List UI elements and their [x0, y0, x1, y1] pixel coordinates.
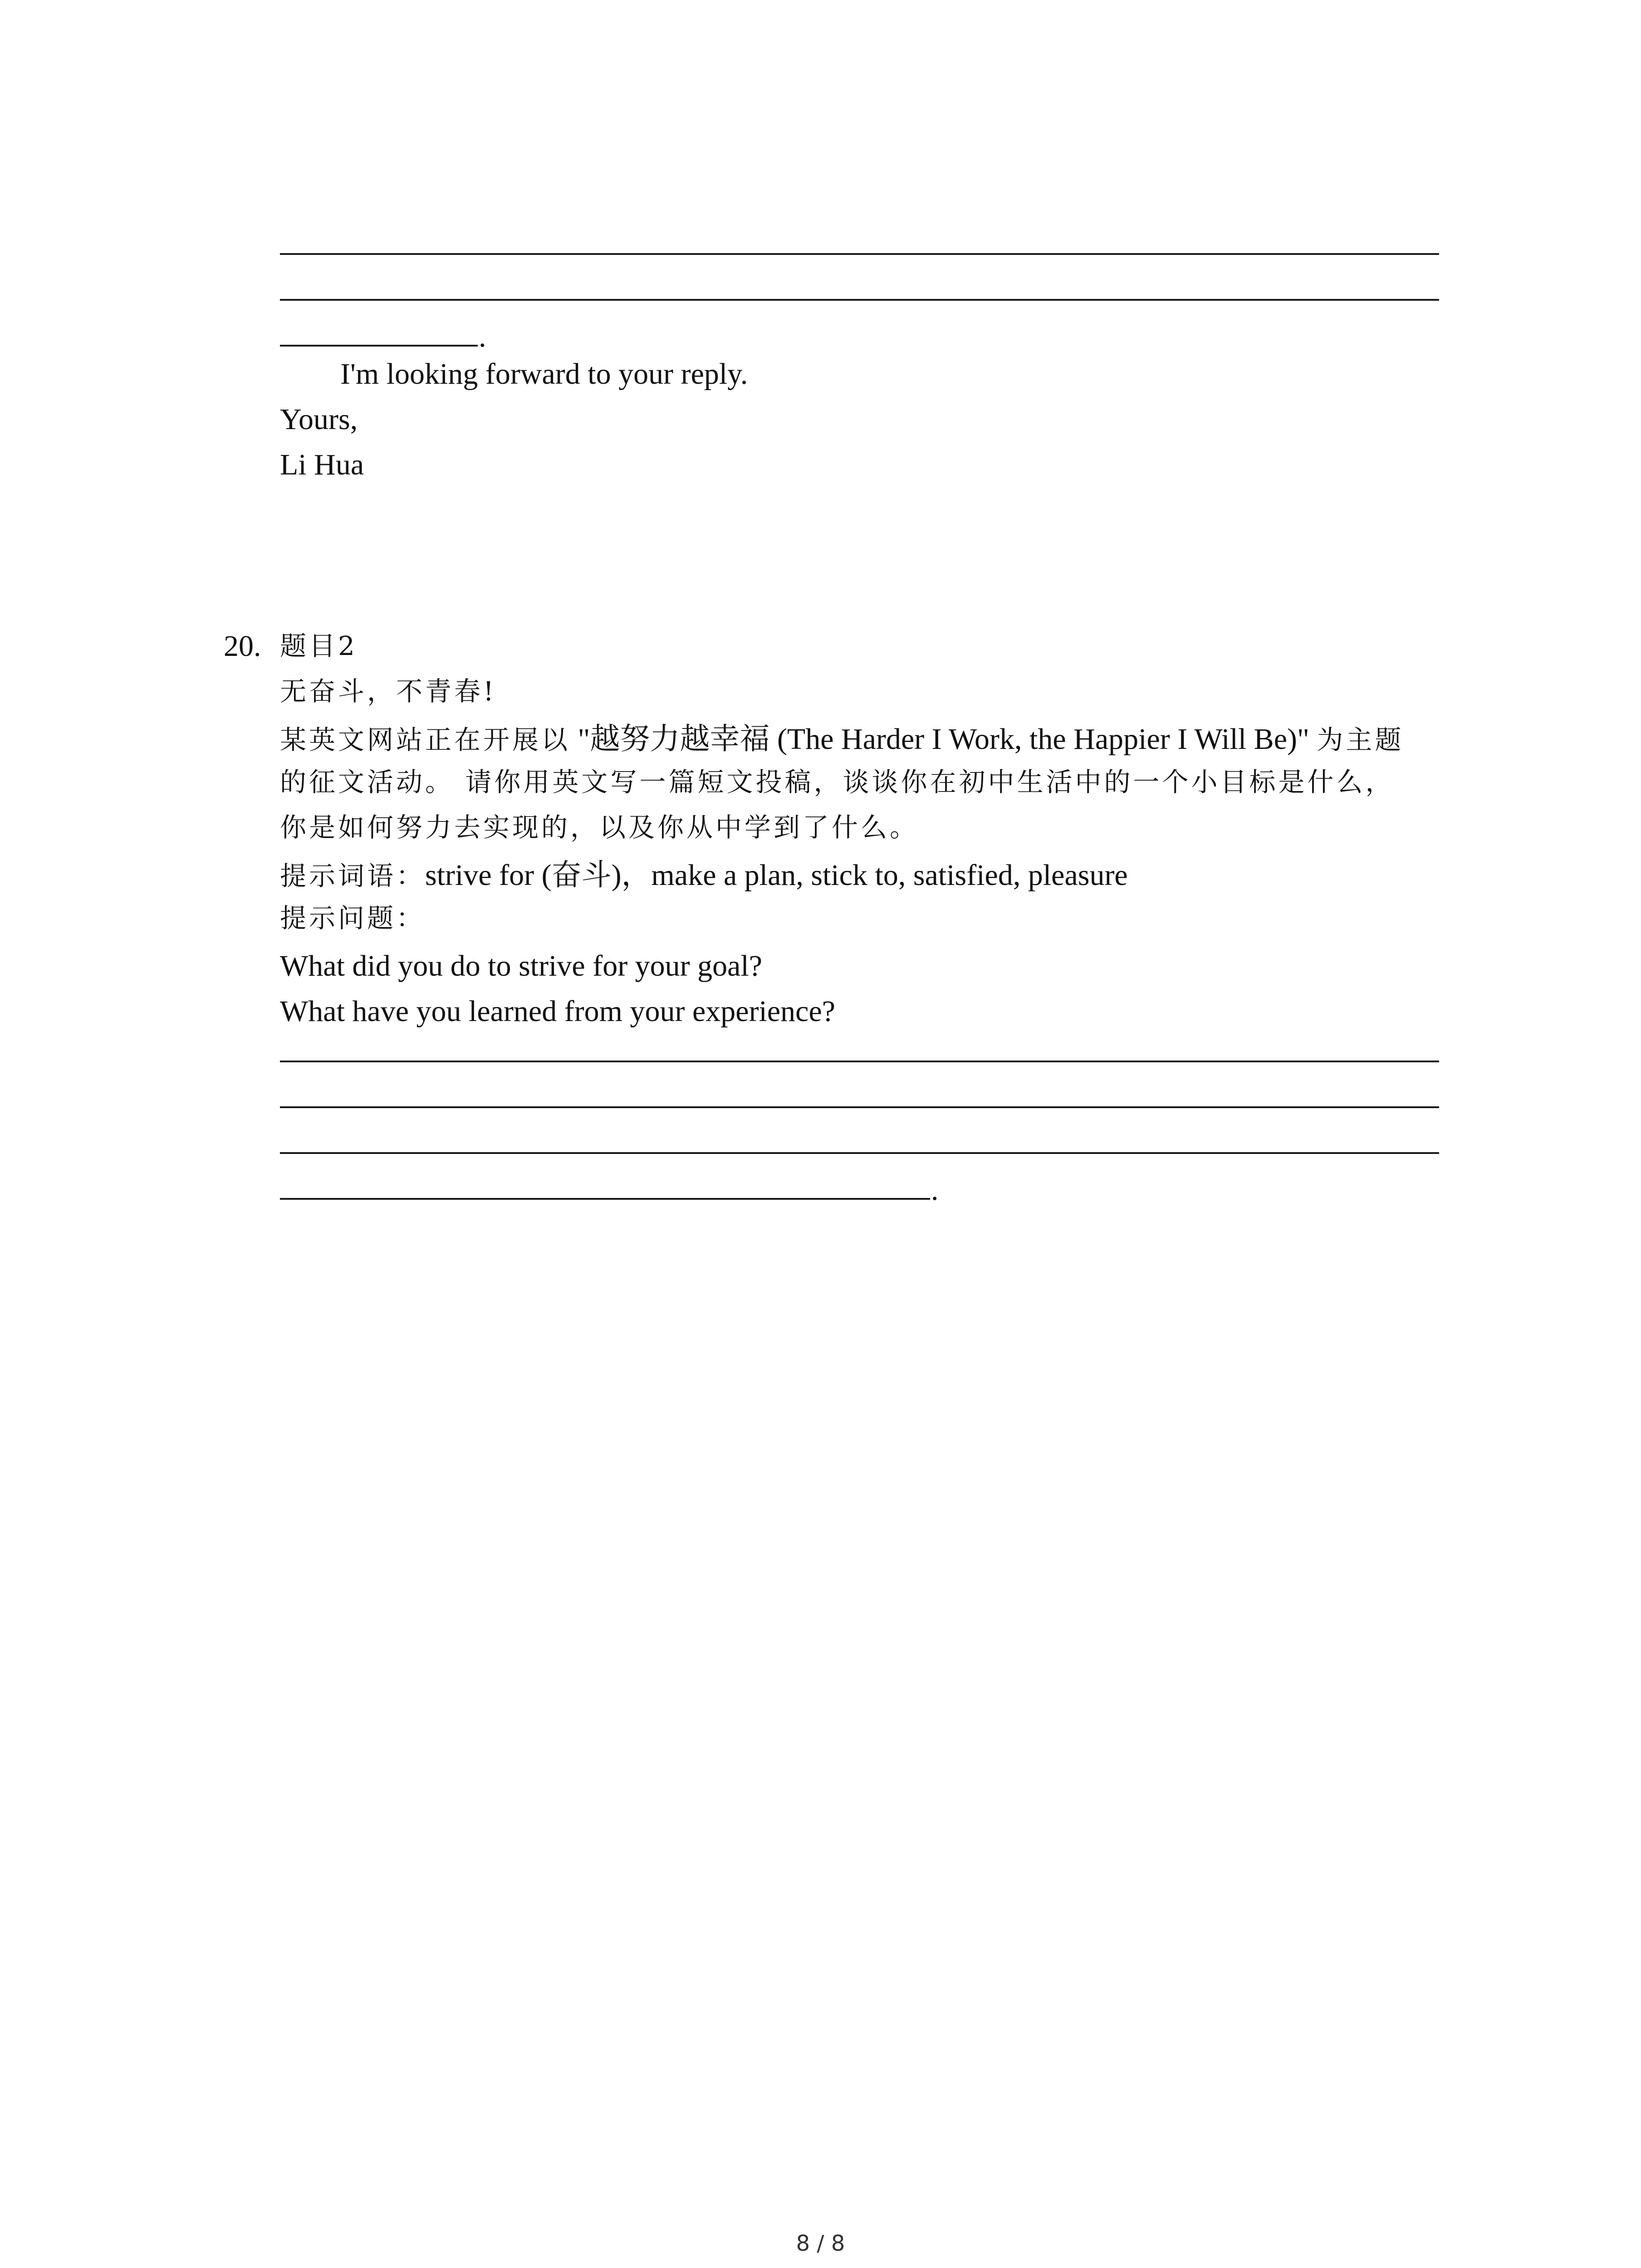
prompt-line-1-theme: "越努力越幸福 (The Harder I Work, the Happier I Will Be)" [578, 723, 1309, 756]
essay-line-1 [280, 1061, 1439, 1062]
page-number: 8 / 8 [796, 2231, 845, 2256]
prompt-line-1 [280, 721, 1404, 757]
essay-line-4-short [280, 1198, 930, 1200]
answer-end-period: . [479, 320, 486, 353]
answer-line-3-short [280, 345, 478, 347]
letter-signature: Li Hua [280, 448, 364, 481]
answer-line-1 [280, 253, 1439, 255]
hint-words-line [280, 857, 1128, 893]
essay-line-2 [280, 1106, 1439, 1108]
answer-line-2 [280, 299, 1439, 301]
prompt-line-1-cn: 某英文网站正在开展以 [280, 724, 571, 755]
prompt-line-3: 你是如何努力去实现的，以及你从中学到了什么。 [280, 812, 919, 843]
prompt-line-2: 的征文活动。 请你用英文写一篇短文投稿，谈谈你在初中生活中的一个小目标是什么， [280, 767, 1395, 797]
essay-line-3 [280, 1152, 1439, 1154]
letter-closing-line: I'm looking forward to your reply. [340, 357, 748, 391]
hint-question-1: What did you do to strive for your goal? [280, 949, 763, 982]
question-slogan: 无奋斗，不青春! [280, 676, 497, 707]
letter-signoff: Yours, [280, 403, 358, 436]
hint-question-2: What have you learned from your experience? [280, 995, 836, 1028]
question-label: 题目2 [280, 631, 358, 661]
hint-words-label: 提示词语： [280, 860, 426, 891]
question-number: 20. [224, 630, 261, 663]
hint-words: strive for (奋斗)，make a plan, stick to, satisfied, pleasure [425, 859, 1128, 892]
prompt-line-1-tail: 为主题 [1317, 724, 1404, 755]
essay-end-period: . [931, 1173, 939, 1207]
hint-questions-label: 提示问题： [280, 903, 426, 934]
